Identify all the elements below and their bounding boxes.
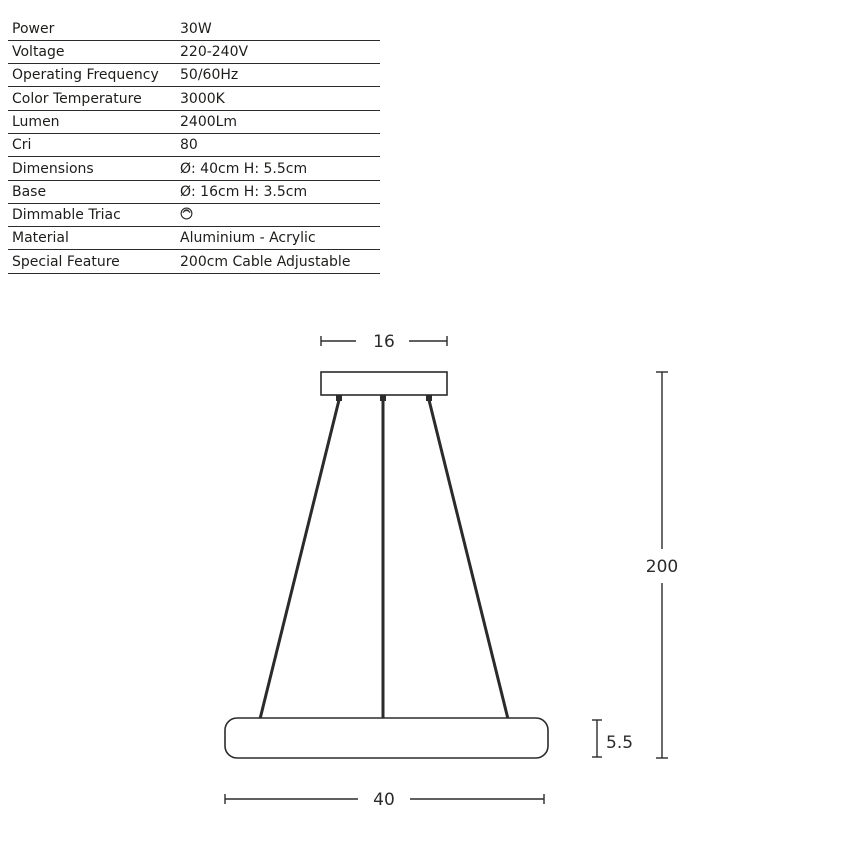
spec-value: 30W bbox=[180, 20, 212, 37]
ring-diameter-label: 40 bbox=[373, 790, 395, 810]
spec-row-color-temperature bbox=[8, 87, 380, 110]
ring-body bbox=[225, 718, 548, 758]
spec-row-dimensions bbox=[8, 157, 380, 180]
dimmable-triac-icon bbox=[180, 207, 193, 220]
spec-row-cri bbox=[8, 133, 380, 156]
spec-value: 220-240V bbox=[180, 44, 249, 61]
spec-label: Lumen bbox=[12, 113, 60, 130]
spec-label: Operating Frequency bbox=[12, 67, 159, 84]
spec-value: 80 bbox=[180, 137, 198, 154]
spec-label: Dimensions bbox=[12, 160, 94, 177]
ring-height-dimension bbox=[592, 720, 602, 757]
spec-label: Power bbox=[12, 20, 55, 37]
base-width-label: 16 bbox=[373, 332, 395, 352]
spec-value: 3000K bbox=[180, 90, 225, 107]
total-height-label: 200 bbox=[645, 557, 679, 577]
spec-table bbox=[8, 17, 380, 274]
spec-value bbox=[178, 203, 380, 226]
spec-label: Special Feature bbox=[12, 253, 120, 270]
spec-label: Base bbox=[12, 183, 47, 200]
pendant-lamp-drawing bbox=[0, 300, 850, 850]
spec-label: Dimmable Triac bbox=[12, 207, 121, 224]
ring-height-label: 5.5 bbox=[606, 733, 634, 753]
spec-value: Aluminium - Acrylic bbox=[180, 230, 316, 247]
spec-row-special-feature bbox=[8, 250, 380, 273]
suspension-cables bbox=[260, 395, 508, 719]
spec-value: 2400Lm bbox=[180, 113, 238, 130]
spec-label: Color Temperature bbox=[12, 90, 142, 107]
spec-row-voltage bbox=[8, 40, 380, 63]
spec-value: 200cm Cable Adjustable bbox=[180, 253, 351, 270]
spec-label: Material bbox=[12, 230, 69, 247]
spec-label: Cri bbox=[12, 137, 32, 154]
spec-row-dimmable-triac bbox=[8, 203, 380, 226]
spec-row-operating-frequency bbox=[8, 64, 380, 87]
spec-value: Ø: 40cm H: 5.5cm bbox=[180, 160, 308, 177]
ceiling-base bbox=[321, 372, 447, 395]
spec-value: 50/60Hz bbox=[180, 67, 239, 84]
spec-label: Voltage bbox=[12, 44, 65, 61]
spec-row-lumen bbox=[8, 110, 380, 133]
spec-row-material bbox=[8, 227, 380, 250]
spec-row-power bbox=[8, 17, 380, 40]
spec-row-base bbox=[8, 180, 380, 203]
spec-value: Ø: 16cm H: 3.5cm bbox=[180, 183, 308, 200]
